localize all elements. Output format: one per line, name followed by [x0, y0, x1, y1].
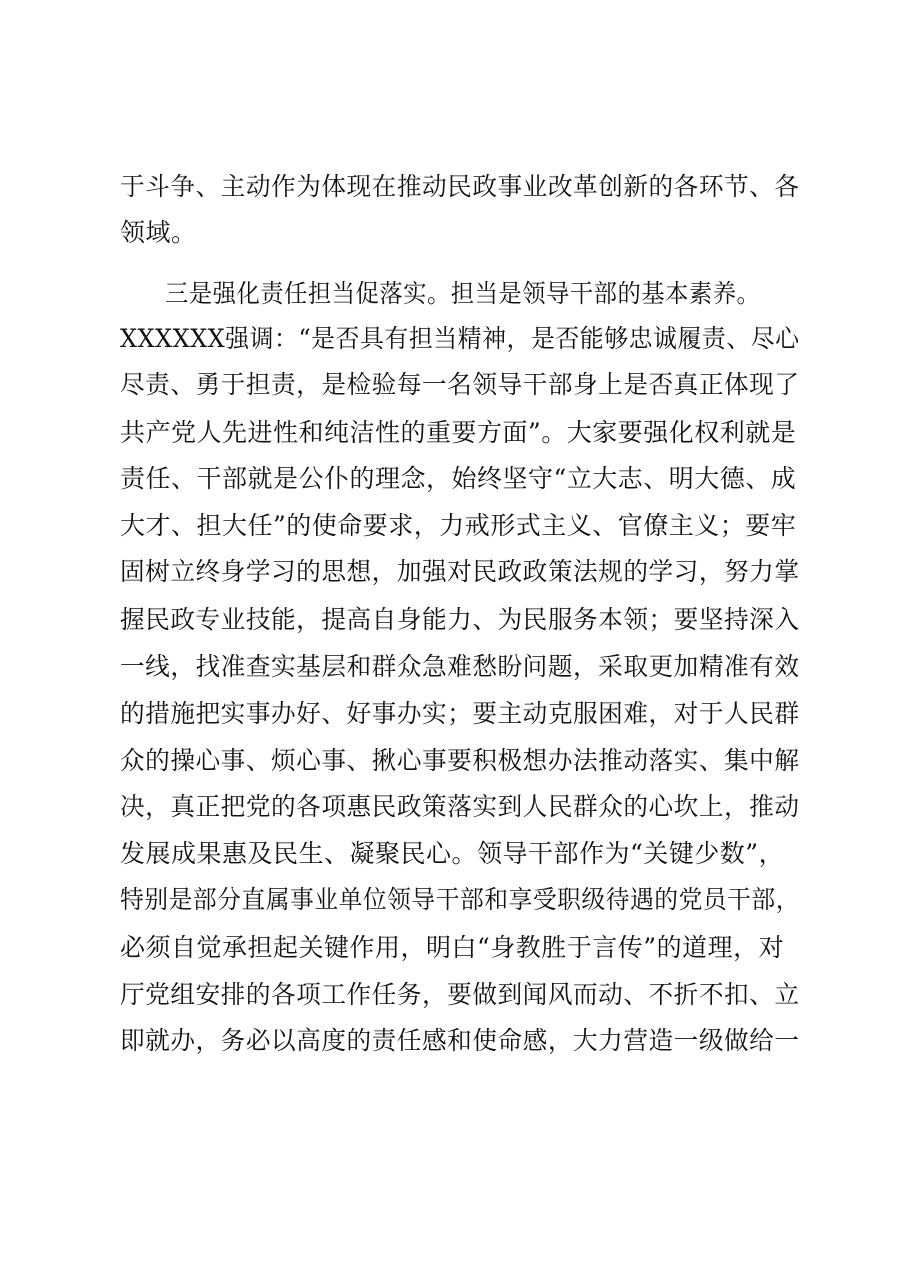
text-line: 决，真正把党的各项惠民政策落实到人民群众的心坎上，推动: [120, 792, 800, 821]
text-line: 厅党组安排的各项工作任务，要做到闻风而动、不折不扣、立: [120, 980, 800, 1009]
text-line: 必须自觉承担起关键作用，明白“身教胜于言传”的道理，对: [120, 933, 785, 962]
text-line: 责任、干部就是公仆的理念，始终坚守“立大志、明大德、成: [120, 464, 797, 493]
text-line: 即就办，务必以高度的责任感和使命感，大力营造一级做给一: [120, 1026, 800, 1055]
text-line: 握民政专业技能，提高自身能力、为民服务本领；要坚持深入: [120, 605, 800, 634]
text-line: 于斗争、主动作为体现在推动民政事业改革创新的各环节、各: [120, 172, 800, 201]
text-line: 固树立终身学习的思想，加强对民政政策法规的学习，努力掌: [120, 557, 800, 586]
text-line: 发展成果惠及民生、凝聚民心。领导干部作为“关键少数”，: [120, 839, 785, 868]
paragraph-heading-line: 三是强化责任担当促落实。担当是领导干部的基本素养。: [165, 279, 761, 308]
text-line: XXXXXX强调：“是否具有担当精神，是否能够忠诚履责、尽心: [120, 324, 800, 353]
text-line: 众的操心事、烦心事、揪心事要积极想办法推动落实、集中解: [120, 746, 800, 775]
text-line: 的措施把实事办好、好事办实；要主动克服困难，对于人民群: [120, 699, 800, 728]
text-line: 领域。: [120, 218, 197, 247]
text-line: 大才、担大任”的使命要求，力戒形式主义、官僚主义；要牢: [120, 511, 797, 540]
text-line: 特别是部分直属事业单位领导干部和享受职级待遇的党员干部，: [120, 885, 801, 914]
text-line: 尽责、勇于担责，是检验每一名领导干部身上是否真正体现了: [120, 370, 800, 399]
text-line: 一线，找准查实基层和群众急难愁盼问题，采取更加精准有效: [120, 652, 800, 681]
text-line: 共产党人先进性和纯洁性的重要方面”。大家要强化权利就是: [120, 418, 797, 447]
